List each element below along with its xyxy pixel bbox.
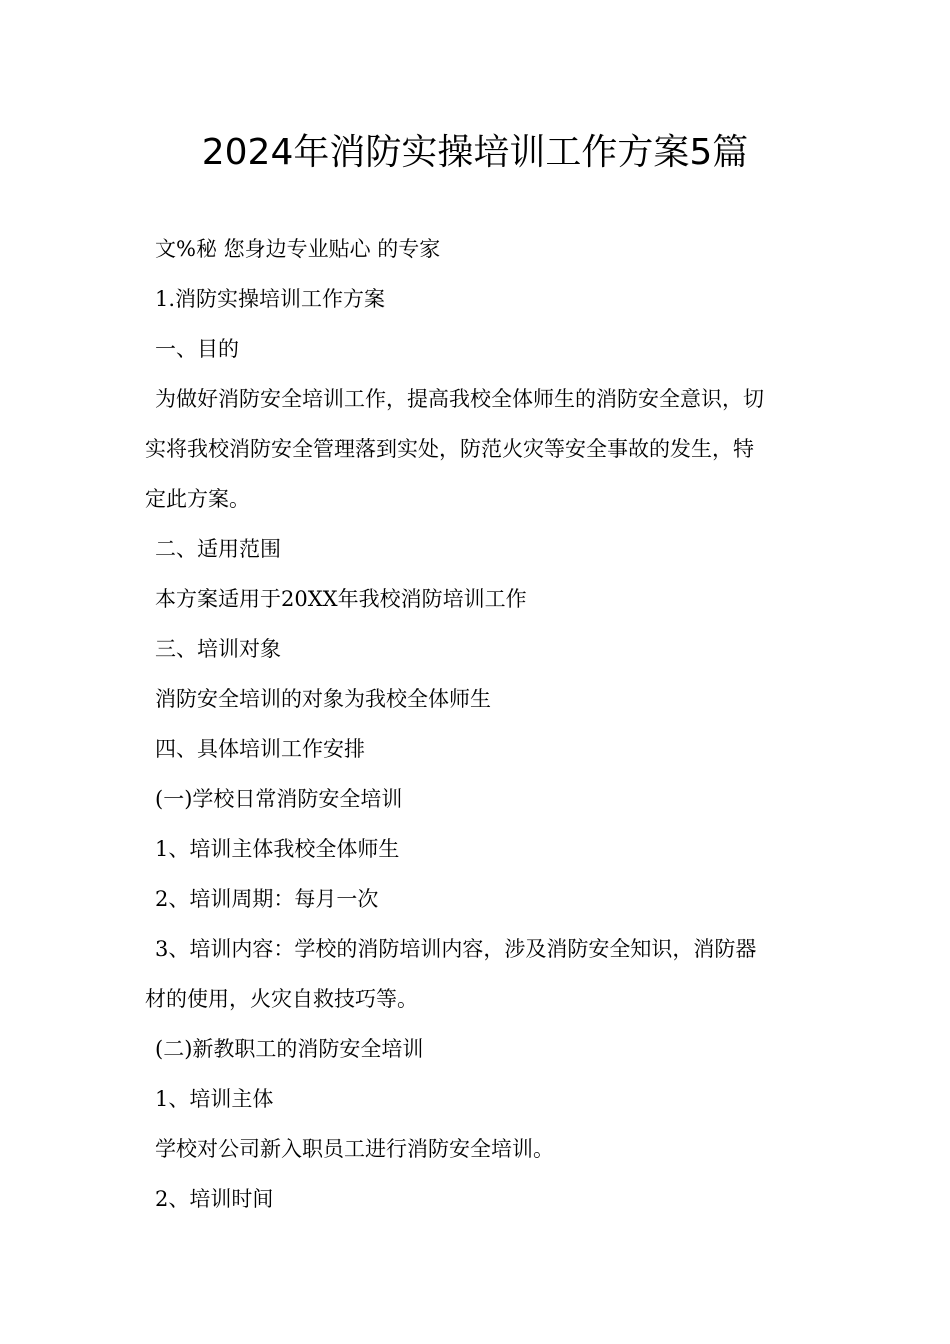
paragraph-line: 消防安全培训的对象为我校全体师生: [155, 687, 491, 711]
document-title: 2024年消防实操培训工作方案5篇: [201, 132, 749, 173]
list-item: 3、培训内容：学校的消防培训内容，涉及消防安全知识，消防器: [155, 937, 757, 961]
paragraph-line: 为做好消防安全培训工作，提高我校全体师生的消防安全意识，切: [155, 387, 764, 411]
paragraph-line: 本方案适用于20XX年我校消防培训工作: [155, 587, 527, 611]
section-heading: 1.消防实操培训工作方案: [155, 287, 386, 311]
header-tagline: 文%秘 您身边专业贴心 的专家: [155, 237, 441, 261]
list-item: 1、培训主体: [155, 1087, 274, 1111]
paragraph-line: 定此方案。: [145, 487, 250, 511]
list-item: 1、培训主体我校全体师生: [155, 837, 400, 861]
list-item: 2、培训时间: [155, 1187, 274, 1211]
section-heading: 二、适用范围: [155, 537, 281, 561]
section-heading: 三、培训对象: [155, 637, 281, 661]
section-heading: 一、目的: [155, 337, 239, 361]
section-heading: 四、具体培训工作安排: [155, 737, 365, 761]
paragraph-line: 学校对公司新入职员工进行消防安全培训。: [155, 1137, 554, 1161]
paragraph-line: 材的使用，火灾自救技巧等。: [145, 987, 418, 1011]
subsection-heading: (一)学校日常消防安全培训: [155, 787, 403, 811]
paragraph-line: 实将我校消防安全管理落到实处，防范火灾等安全事故的发生，特: [145, 437, 754, 461]
list-item: 2、培训周期：每月一次: [155, 887, 379, 911]
subsection-heading: (二)新教职工的消防安全培训: [155, 1037, 424, 1061]
